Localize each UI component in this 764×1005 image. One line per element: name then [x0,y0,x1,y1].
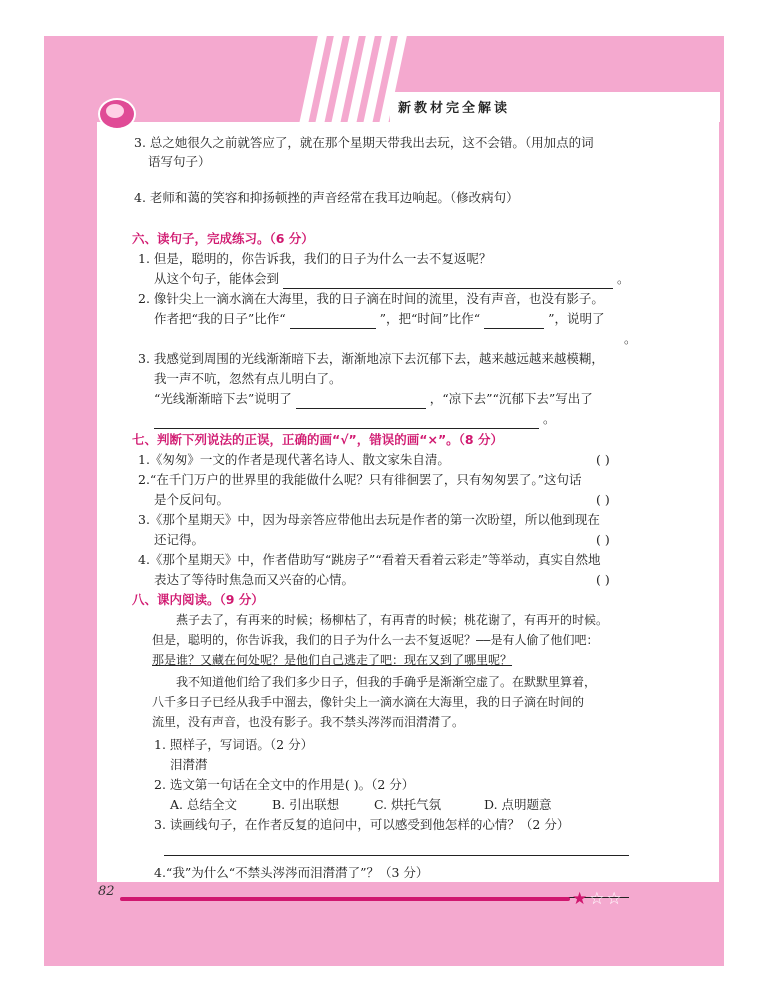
s7-item2-answer-box[interactable]: ( ) [596,492,610,507]
s6-q3-text-b: ，“凉下去”“沉郁下去”写出了 [429,391,593,406]
s7-item1-answer-box[interactable]: ( ) [596,452,610,467]
page-number: 82 [98,884,115,899]
header-title: 新教材完全解读 [398,101,511,116]
s6-q1: 1. 但是，聪明的，你告诉我，我们的日子为什么一去不复返呢？ [138,251,492,266]
s8-q1: 1. 照样子，写词语。（2 分） [154,737,314,752]
star-filled-icon: ★ [572,889,590,909]
s8-q2-option-d[interactable]: D. 点明题意 [484,797,552,812]
passage-p1-line2-a: 但是，聪明的，你告诉我，我们的日子为什么一去不复返呢？ [152,633,477,647]
s7-item2-line1: 2.“在千门万户的世界里的我能做什么呢？只有徘徊罢了，只有匆匆罢了。”这句话 [138,472,582,487]
section6-title: 六、读句子，完成练习。（6 分） [132,231,314,246]
s8-q1-example: 泪潸潸 [170,757,208,772]
s6-q3-end: 。 [542,411,556,426]
passage-p1-line2-b: ——是有人偷了他们吧： [476,633,599,647]
star-empty-icon: ☆ [589,889,607,909]
s7-item4-line2: 表达了等待时焦急而又兴奋的心情。 [154,572,355,587]
s6-q2-text-a: 作者把“我的日子”比作“ [154,311,286,326]
section7-title: 七、判断下列说法的正误，正确的画“√”，错误的画“×”。（8 分） [132,432,503,447]
passage-p1-line1: 燕子去了，有再来的时候；杨柳枯了，有再青的时候；桃花谢了，有再开的时候。 [176,613,609,627]
s7-item3-line2: 还记得。 [154,532,205,547]
s8-q3-answer-line[interactable] [164,855,629,856]
s6-q2-fill [154,308,605,329]
s7-item1: 1.《匆匆》一文的作者是现代著名诗人、散文家朱自清。 [138,452,450,467]
passage-p2-line3: 流里，没有声音，也没有影子。我不禁头涔涔而泪潸潸了。 [152,715,465,729]
s8-q2: 2. 选文第一句话在全文中的作用是( )。（2 分） [154,777,415,792]
brand-logo-inner [106,104,124,118]
s6-q2-text-c: ”，说明了 [548,311,605,326]
s8-q2-option-c[interactable]: C. 烘托气氛 [374,797,442,812]
s7-item3-answer-box[interactable]: ( ) [596,532,610,547]
s6-q1-prompt-text: 从这个句子，能体会到 [154,271,280,286]
passage-p2-line2: 八千多日子已经从我手中溜去，像针尖上一滴水滴在大海里，我的日子滴在时间的 [152,695,585,709]
s6-q2-text-b: ”，把“时间”比作“ [379,311,481,326]
s6-q1-prompt [154,268,630,289]
s6-q3-line2: 我一声不吭，忽然有点儿明白了。 [154,371,342,386]
s6-q1-end: 。 [616,271,630,286]
s6-q3-line1: 3. 我感觉到周围的光线渐渐暗下去，渐渐地凉下去沉郁下去，越来越远越来越模糊， [138,351,604,366]
s6-q3-line4 [154,408,556,429]
s8-q3: 3. 读画线句子，在作者反复的追问中，可以感受到他怎样的心情？（2 分） [154,817,570,832]
passage-p2-line1: 我不知道他们给了我们多少日子，但我的手确乎是渐渐空虚了。在默默里算着， [176,675,597,689]
star-empty-icon: ☆ [606,889,624,909]
s6-q3-text-a: “光线渐渐暗下去”说明了 [154,391,292,406]
s7-item4-line1: 4.《那个星期天》中，作者借助写“跳房子”“看着天看着云彩走”等举动，真实自然地 [138,552,601,567]
s8-q2-option-b[interactable]: B. 引出联想 [272,797,340,812]
passage-underlined-sentence: 那是谁？又藏在何处呢？是他们自己逃走了吧：现在又到了哪里呢？ [152,653,513,667]
s6-q2-end: 。 [624,331,637,346]
difficulty-stars [572,889,624,909]
s6-q2: 2. 像针尖上一滴水滴在大海里，我的日子滴在时间的流里，没有声音，也没有影子。 [138,291,604,306]
footer-divider [120,897,570,901]
s8-q4: 4.“我”为什么“不禁头涔涔而泪潸潸了”？（3 分） [154,865,429,880]
s8-q2-option-a[interactable]: A. 总结全文 [170,797,237,812]
s6-q3-fill [154,388,593,409]
top-item-4: 4. 老师和蔼的笑容和抑扬顿挫的声音经常在我耳边响起。（修改病句） [134,190,519,205]
top-item-3-line1: 3. 总之她很久之前就答应了，就在那个星期天带我出去玩，这不会错。（用加点的词 [134,135,594,150]
s7-item2-line2: 是个反问句。 [154,492,230,507]
s7-item3-line1: 3.《那个星期天》中，因为母亲答应带他出去玩是作者的第一次盼望，所以他到现在 [138,512,600,527]
s6-q2-blank-1[interactable] [290,328,376,329]
section8-title: 八、课内阅读。（9 分） [132,592,264,607]
passage-p1-line2 [152,630,598,651]
s6-q2-blank-2[interactable] [484,328,544,329]
top-item-3-line2: 语写句子） [148,154,211,169]
s7-item4-answer-box[interactable]: ( ) [596,572,610,587]
